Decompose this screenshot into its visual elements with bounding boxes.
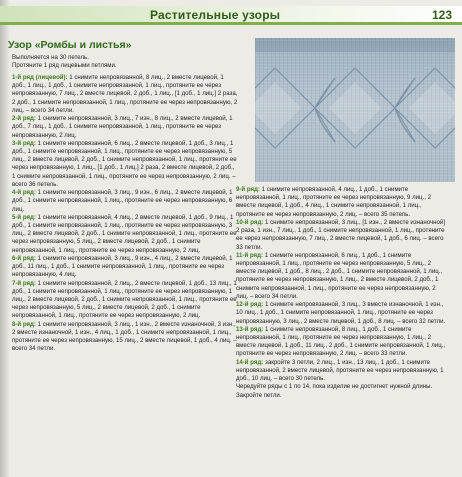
pattern-title: Узор «Ромбы и листья» (8, 39, 132, 51)
row-text: 1 снимите непровязанной, 3 лиц., 9 изн., 4 лиц., 2 вместе лицевой, 1 доб., 11 лиц., 1 доб., 1 снимите непровязанной, 1 лиц., протяните ее через непровязанную, 4 лиц. (12, 254, 233, 279)
row-label: 7-й ряд: (12, 279, 36, 287)
row-label: 5-й ряд: (12, 213, 36, 221)
row-label: 14-й ряд: (236, 358, 264, 366)
row-label: 8-й ряд: (12, 320, 36, 328)
row-instruction (236, 186, 448, 219)
row-instruction (12, 255, 238, 280)
row-instruction (236, 301, 448, 326)
row-label: 6-й ряд: (12, 254, 36, 262)
row-instruction (12, 115, 238, 140)
row-label: 11-й ряд: (236, 251, 264, 259)
row-text: 1 снимите непровязанной, 8 лиц., 1 доб., 1 снимите непровязанной, 1 лиц., протяните ее через непровязанную, 1 лиц., 2 вместе лицевой, 1 доб., 11 лиц., 2 доб., 1 снимите непровязанной, 1 лиц., протяните ее через непровязанную, 2 лиц. – всего 33 петли. (236, 325, 446, 358)
row-label: 4-й ряд: (12, 189, 36, 197)
section-title: Растительные узоры (150, 8, 281, 22)
row-instruction (12, 189, 238, 214)
row-instruction (236, 219, 448, 252)
header-stripe (0, 22, 462, 25)
row-text: Закройте петли. (236, 391, 282, 399)
row-instruction (236, 359, 448, 384)
row-text: 1 снимите непровязанной, 3 лиц., [1 изн., 2 вместе изнаночной] 2 раза, 1 изн., 7 лиц., 1 доб., 1 снимите непровязанной, 1 лиц., протяните ее через непровязанную, 7 лиц., 2 вместе лицевой, 1 доб., 6 лиц. – всего 33 петли. (236, 218, 446, 251)
row-label: 9-й ряд: (236, 186, 260, 193)
row-label: 12-й ряд: (236, 301, 264, 309)
row-instruction (12, 321, 238, 354)
row-text: 1 снимите непровязанной, 8 лиц., 2 вместе лицевой, 1 доб., 1 лиц., 1 доб., 1 снимите непровязанной, 1 лиц., протяните ее через непровязанную, 7 лиц., 2 вместе лицевой, 2 доб., 1 лиц., [1 доб., 1 лиц.] 2 раза, 2 доб., 1 снимите непровязанной, 1 лиц., протяните ее через непровязанную, 2 лиц. – всего 34 петли. (12, 74, 238, 114)
intro-line: Выполняется на 30 петель. (12, 54, 89, 61)
row-text: 1 снимите непровязанной, 3 лиц., 7 изн., 8 лиц., 2 вместе лицевой, 1 доб., 7 лиц., 1 доб., 1 снимите непровязанной, 1 лиц., протяните ее через непровязанную, 2 лиц. (12, 115, 233, 139)
row-instruction (236, 326, 448, 359)
row-instruction (12, 280, 238, 321)
row-instruction (12, 214, 238, 255)
row-text: 1 снимите непровязанной, 2 лиц., 2 вместе лицевой, 1 доб., 13 лиц., 1 доб., 1 снимите непровязанной, 1 лиц., протяните ее через непровязанную, 1 лиц., 2 вместе лицевой, 2 доб., 1 снимите непровязанной, 1 лиц., протяните ее через непровязанную, 5 лиц., 2 вместе лицевой, 2 доб., 1 снимите непровязанной, 1 лиц., протяните ее через непровязанную, 2 лиц. (12, 279, 237, 320)
row-instruction (236, 383, 448, 391)
knit-sample-photo (255, 38, 455, 182)
row-text: 1 снимите непровязанной, 3 лиц., 3 вместе изнаночной, 1 изн., 10 лиц., 1 доб., 1 снимите непровязанной, 1 лиц., протяните ее через непровязанную, 3 лиц., 2 вместе лицевой, 1 доб., 8 лиц. – всего 32 петли. (236, 301, 446, 325)
row-text: закройте 3 петли, 2 лиц., 1 изн., 13 лиц., 1 доб., 1 снимите непровязанной, 2 вместе лицевой, протяните ее через непровязанную, 1 доб., 10 лиц. – всего 30 петель. (236, 358, 444, 383)
intro-line: Протяните 1 ряд лицевыми петлями. (12, 61, 117, 69)
row-label: 2-й ряд: (12, 115, 36, 123)
row-label: 13-й ряд: (236, 325, 264, 333)
row-instruction (12, 74, 238, 115)
pattern-intro (12, 54, 242, 69)
row-text: 1 снимите непровязанной, 4 лиц., 1 доб., 1 снимите непровязанной, 1 лиц., протяните ее через непровязанную, 9 лиц., 2 вместе лицевой, 1 доб., 4 лиц., 1 снимите непровязанной, 1 лиц., протяните ее через непровязанную, 2 лиц. – всего 35 петель. (236, 186, 431, 218)
row-label: 10-й ряд: (236, 218, 264, 226)
diamond-leaf-motif (255, 38, 455, 182)
row-text: 1 снимите непровязанной, 6 лиц., 1 доб., 1 снимите непровязанной, 1 лиц., протяните ее через непровязанную, 5 лиц., 2 вместе лицевой, 1 доб., 8 лиц., 2 доб., 1 снимите непровязанной, 1 лиц., протяните ее через непровязанную, 1 лиц., 2 вместе лицевой, 2 доб., 1 снимите непровязанной, 1 лиц., протяните ее через непровязанную, 2 лиц. – всего 34 петли. (236, 251, 443, 300)
row-label: 1-й ряд (лицевой): (12, 74, 68, 81)
row-instruction (12, 140, 238, 189)
row-label: 3-й ряд: (12, 139, 36, 147)
page-gutter-shadow (0, 0, 10, 477)
row-text: 1 снимите непровязанной, 4 лиц., 2 вместе лицевой, 1 доб., 9 лиц., 1 доб., 1 снимите непровязанной, 1 лиц., протяните ее через непровязанную, 3 лиц., 2 вместе лицевой, 2 доб., 1 снимите непровязанной, 1 лиц., протяните ее через непровязанную, 5 лиц., 2 вместе лицевой, 2 доб., 1 снимите непровязанной, 1 лиц., протяните ее через непровязанную, 2 лиц. (12, 213, 237, 254)
instructions-right-column (236, 186, 448, 400)
row-text: 1 снимите непровязанной, 3 лиц., 1 изн., 2 вместе изнаночной, 3 изн., 2 вместе изнаночной, 1 изн., 4 лиц., 1 доб., 1 снимите непровязанной, 1 лиц., протяните ее через непровязанную, 15 лиц., 2 вместе лицевой, 1 доб., 4 лиц. – всего 34 петли. (12, 320, 237, 353)
instructions-left-column (12, 74, 238, 354)
row-text: 1 снимите непровязанной, 3 лиц., 9 изн., 6 лиц., 2 вместе лицевой, 1 доб., 1 снимите непровязанной, 1 лиц., протяните ее через непровязанную, 6 лиц. (12, 189, 233, 213)
row-instruction (236, 252, 448, 301)
row-instruction (236, 392, 448, 400)
page-number: 123 (432, 8, 453, 22)
row-text: Чередуйте ряды с 1 по 14, пока изделие не достигнет нужной длины. (236, 383, 433, 391)
row-text: 1 снимите непровязанной, 6 лиц., 2 вместе лицевой, 1 доб., 3 лиц., 1 доб., 1 снимите непровязанной, 1 лиц., протяните ее через непровязанную, 5 лиц., 2 вместе лицевой, 2 доб., 1 снимите непровязанной, 1 лиц., протяните ее через непровязанную, 1 лиц., [1 доб., 1 лиц.] 2 раза, 2 вместе лицевой, 2 доб., 1 снимите непровязанной, 1 лиц., протяните ее через непровязанную, 2 лиц. – всего 36 петель. (12, 139, 237, 188)
